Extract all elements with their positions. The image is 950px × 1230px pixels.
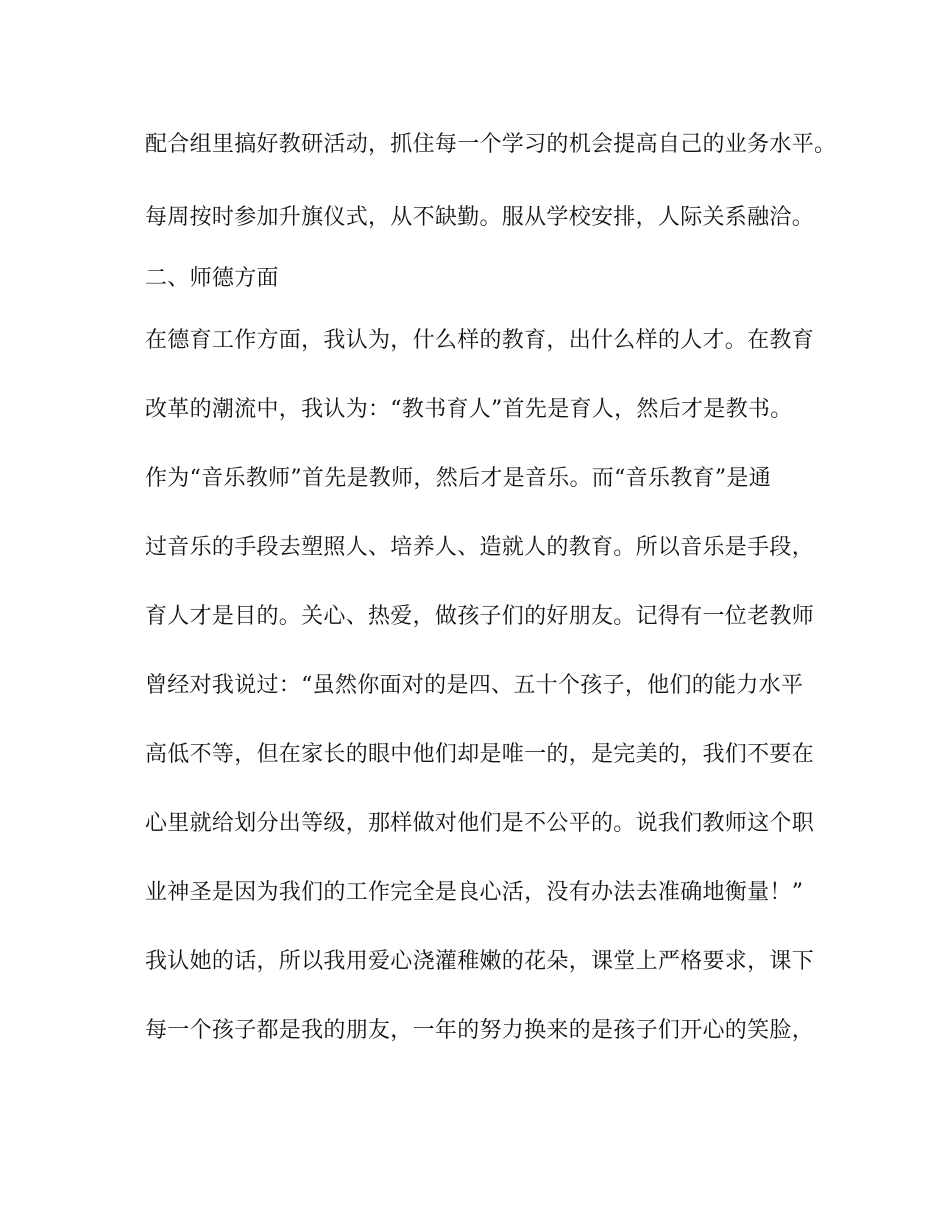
paragraph-line: 过音乐的手段去塑照人、培养人、造就人的教育。所以音乐是手段， — [145, 535, 815, 560]
paragraph-line: 每一个孩子都是我的朋友，一年的努力换来的是孩子们开心的笑脸， — [145, 1018, 815, 1043]
paragraph-line: 曾经对我说过：“虽然你面对的是四、五十个孩子，他们的能力水平 — [145, 673, 804, 698]
paragraph-line: 配合组里搞好教研活动，抓住每一个学习的机会提高自己的业务水平。 — [145, 132, 837, 157]
section-heading: 二、师德方面 — [145, 266, 279, 291]
paragraph-line: 改革的潮流中，我认为：“教书育人”首先是育人，然后才是教书。 — [145, 397, 793, 422]
paragraph-line: 我认她的话，所以我用爱心浇灌稚嫩的花朵，课堂上严格要求，课下 — [145, 949, 815, 974]
paragraph-line: 每周按时参加升旗仪式，从不缺勤。服从学校安排，人际关系融洽。 — [145, 205, 815, 230]
paragraph-line: 育人才是目的。关心、热爱，做孩子们的好朋友。记得有一位老教师 — [145, 604, 815, 629]
paragraph-line: 作为“音乐教师”首先是教师，然后才是音乐。而“音乐教育”是通 — [145, 466, 771, 491]
paragraph-line: 业神圣是因为我们的工作完全是良心活，没有办法去准确地衡量！” — [145, 880, 804, 905]
paragraph-line: 在德育工作方面，我认为，什么样的教育，出什么样的人才。在教育 — [145, 328, 815, 353]
paragraph-line: 高低不等，但在家长的眼中他们却是唯一的，是完美的，我们不要在 — [145, 742, 815, 767]
paragraph-line: 心里就给划分出等级，那样做对他们是不公平的。说我们教师这个职 — [145, 811, 815, 836]
